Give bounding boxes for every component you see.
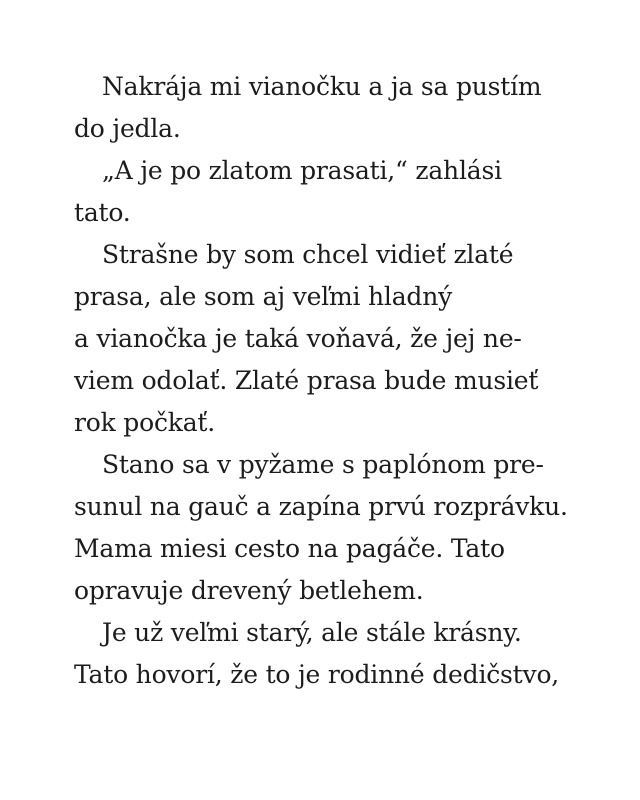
text-line: „A je po zlatom prasati,“ zahlási (102, 156, 502, 185)
text-line: opravuje drevený betlehem. (74, 576, 424, 605)
text-line: Stano sa v pyžame s paplónom pre- (102, 450, 544, 479)
text-line: do jedla. (74, 114, 181, 143)
text-line: Tato hovorí, že to je rodinné dedičstvo, (74, 660, 560, 689)
text-line: prasa, ale som aj veľmi hladný (74, 282, 453, 311)
text-line: Mama miesi cesto na pagáče. Tato (74, 534, 505, 563)
text-line: a vianočka je taká voňavá, že jej ne- (74, 324, 522, 353)
text-line: Je už veľmi starý, ale stále krásny. (102, 618, 522, 647)
text-line: tato. (74, 198, 131, 227)
text-line: rok počkať. (74, 408, 216, 437)
text-line: Nakrája mi vianočku a ja sa pustím (102, 72, 542, 101)
text-line: Strašne by som chcel vidieť zlaté (102, 240, 514, 269)
text-line: viem odolať. Zlaté prasa bude musieť (74, 366, 539, 395)
body-text (74, 66, 594, 696)
text-line: sunul na gauč a zapína prvú rozprávku. (74, 492, 568, 521)
